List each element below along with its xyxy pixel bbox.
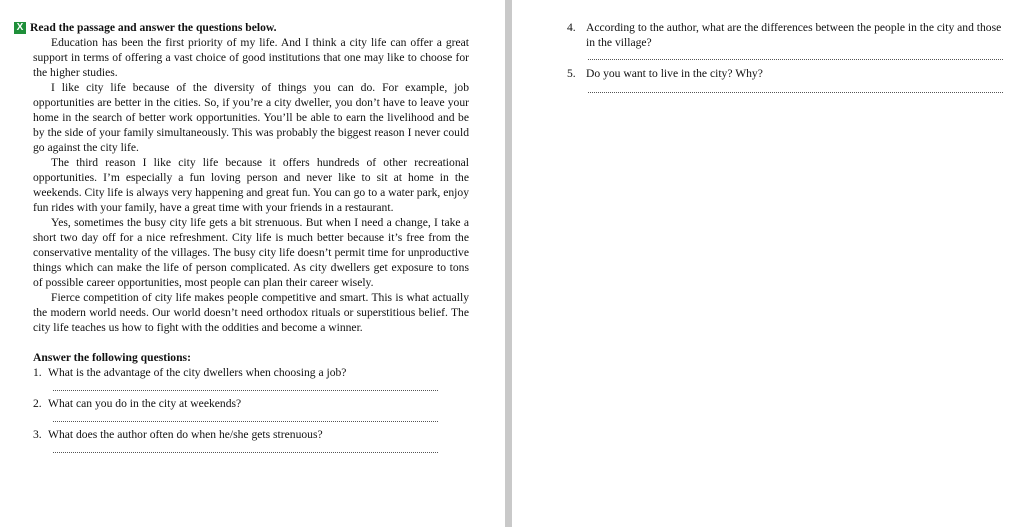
question-5 (567, 66, 1007, 81)
question-text: What can you do in the city at weekends? (48, 397, 242, 410)
answer-line-2[interactable] (53, 411, 438, 422)
paragraph-3: The third reason I like city life because it offers hundreds of other recreational opportunities. I’m especially a fun loving person and never like to sit at home in the weekends. City life is always very happening and great fun. You can go to a water park, enjoy fun rides with your family, have a great time with your friends in a restaurant. (33, 156, 469, 214)
paragraph-4: Yes, sometimes the busy city life gets a bit strenuous. But when I need a change, I take a short two day off for a nice refreshment. City life is much better because it’s free from the conservative mentality of the villages. The busy city life doesn’t permit time for unproductive things which can make the life of person complicated. As city dwellers get exposure to tons of possible career opportunities, most people can plan their career wisely. (33, 216, 469, 289)
answer-line-3[interactable] (53, 442, 438, 453)
question-number: 2. (33, 397, 42, 410)
page-divider (505, 0, 512, 527)
heading-text: Read the passage and answer the questions below. (30, 21, 277, 34)
paragraph-1: Education has been the first priority of my life. And I think a city life can offer a great support in terms of offering a vast choice of good institutions that one may like to choose for the higher studies. (33, 36, 469, 79)
question-number: 3. (33, 428, 42, 441)
answer-line-1[interactable] (53, 380, 438, 391)
passage-column (16, 20, 469, 458)
paragraph-2: I like city life because of the diversity of things you can do. For example, job opportunities are better in the cities. So, if you’re a city dweller, you don’t have to leave your home in the search of better work opportunities. You’ll be able to earn the livelihood and be by the side of your family simultaneously. This was probably the biggest reason I never could go against the city life. (33, 81, 469, 154)
question-number: 5. (567, 67, 576, 80)
question-2 (33, 396, 469, 411)
question-text: What does the author often do when he/she gets strenuous? (48, 428, 323, 441)
paragraph-5: Fierce competition of city life makes people competitive and smart. This is what actually the modern world needs. Our world doesn’t need orthodox rituals or superstitious belief. The city life teaches us how to fight with the oddities and become a winner. (33, 291, 469, 334)
answer-line-4[interactable] (588, 58, 1003, 60)
question-text: Do you want to live in the city? Why? (586, 67, 763, 80)
question-text: What is the advantage of the city dwellers when choosing a job? (48, 366, 347, 379)
question-4 (567, 20, 1007, 50)
questions-heading: Answer the following questions: (33, 351, 191, 364)
exercise-heading (16, 20, 469, 35)
exercise-badge-icon: X (14, 22, 26, 34)
question-number: 4. (567, 21, 576, 34)
right-questions-column (567, 20, 1007, 93)
question-3 (33, 427, 469, 442)
question-1 (33, 365, 469, 380)
answer-line-5[interactable] (588, 91, 1003, 93)
question-text: According to the author, what are the differences between the people in the city and those in the village? (586, 21, 1002, 49)
question-number: 1. (33, 366, 42, 379)
